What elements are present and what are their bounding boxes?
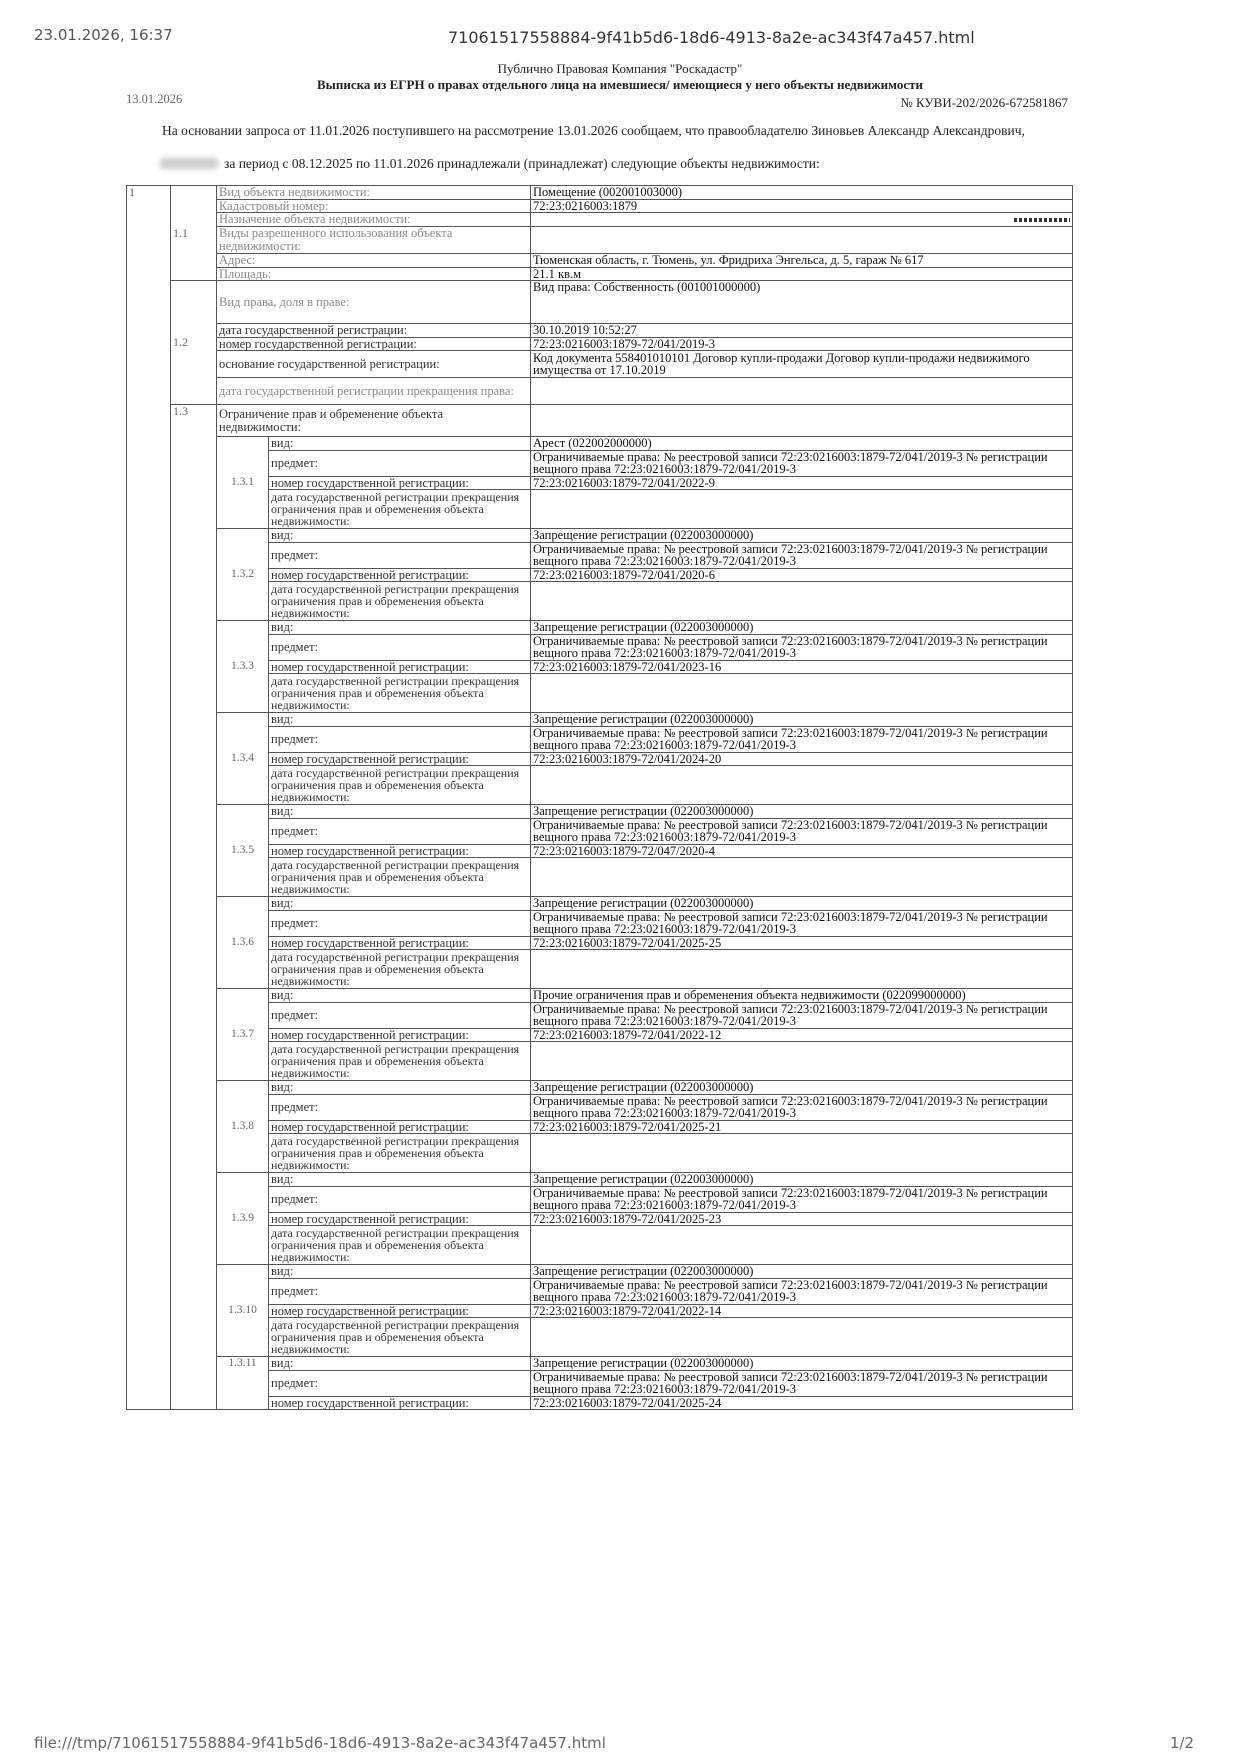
field-value: Ограничиваемые права: № реестровой записи 72:23:0216003:1879-72/041/2019-3 № регистрации вещного права 72:23:0216003:1879-72/041/2019-3 — [531, 1370, 1073, 1396]
field-label: вид: — [269, 805, 531, 819]
table-row — [127, 1094, 1073, 1120]
encumbrance-number: 1.3.7 — [217, 989, 269, 1081]
table-row — [127, 1265, 1073, 1279]
field-label: дата государственной регистрации: — [217, 324, 531, 338]
field-value: Ограничиваемые права: № реестровой записи 72:23:0216003:1879-72/041/2019-3 № регистрации вещного права 72:23:0216003:1879-72/041/2019-3 — [531, 910, 1073, 936]
field-label: дата государственной регистрации прекращения ограничения прав и обременения объекта недвижимости: — [269, 766, 531, 805]
field-label: дата государственной регистрации прекращения ограничения прав и обременения объекта недвижимости: — [269, 1042, 531, 1081]
field-value: 72:23:0216003:1879 — [531, 199, 1073, 213]
table-row — [127, 660, 1073, 674]
encumbrance-number: 1.3.4 — [217, 713, 269, 805]
field-value: Запрещение регистрации (022003000000) — [531, 713, 1073, 727]
table-row — [127, 1278, 1073, 1304]
period-text: за период с 08.12.2025 по 11.01.2026 принадлежали (принадлежат) следующие объекты недвижимости: — [224, 156, 820, 171]
table-row — [127, 1226, 1073, 1265]
field-label: вид: — [269, 529, 531, 543]
field-value — [531, 674, 1073, 713]
table-row — [127, 1318, 1073, 1357]
table-row — [127, 337, 1073, 351]
table-row — [127, 936, 1073, 950]
encumbrance-number: 1.3.3 — [217, 621, 269, 713]
field-label: Виды разрешенного использования объекта недвижимости: — [217, 226, 531, 253]
field-label: основание государственной регистрации: — [217, 351, 531, 378]
field-value: Запрещение регистрации (022003000000) — [531, 805, 1073, 819]
encumbrance-number: 1.3.11 — [217, 1357, 269, 1410]
table-row — [127, 351, 1073, 378]
field-label: номер государственной регистрации: — [269, 1028, 531, 1042]
field-value: 72:23:0216003:1879-72/041/2023-16 — [531, 660, 1073, 674]
field-label: предмет: — [269, 542, 531, 568]
field-label: вид: — [269, 1265, 531, 1279]
table-row — [127, 405, 1073, 437]
field-value: Ограничиваемые права: № реестровой записи 72:23:0216003:1879-72/041/2019-3 № регистрации вещного права 72:23:0216003:1879-72/041/2019-3 — [531, 726, 1073, 752]
field-value: Помещение (002001003000) — [531, 186, 1073, 200]
table-row — [127, 897, 1073, 911]
field-value: 72:23:0216003:1879-72/041/2022-14 — [531, 1304, 1073, 1318]
field-value: 72:23:0216003:1879-72/041/2025-21 — [531, 1120, 1073, 1134]
field-label: вид: — [269, 713, 531, 727]
field-label: дата государственной регистрации прекращения ограничения прав и обременения объекта недвижимости: — [269, 1318, 531, 1357]
object-number: 1 — [127, 186, 171, 1410]
table-row — [127, 253, 1073, 267]
table-row — [127, 186, 1073, 200]
table-row — [127, 1186, 1073, 1212]
field-label: предмет: — [269, 726, 531, 752]
field-value: Запрещение регистрации (022003000000) — [531, 1173, 1073, 1187]
field-label: номер государственной регистрации: — [269, 844, 531, 858]
table-row — [127, 752, 1073, 766]
field-value: 72:23:0216003:1879-72/041/2024-20 — [531, 752, 1073, 766]
document-number: № КУВИ-202/2026-672581867 — [900, 95, 1068, 110]
table-row — [127, 213, 1073, 227]
field-value — [531, 1226, 1073, 1265]
table-row — [127, 199, 1073, 213]
table-row — [127, 989, 1073, 1003]
table-row — [127, 844, 1073, 858]
section-number: 1.1 — [171, 186, 217, 281]
field-value — [531, 858, 1073, 897]
field-label: вид: — [269, 897, 531, 911]
field-label: Площадь: — [217, 267, 531, 281]
field-label: предмет: — [269, 634, 531, 660]
document-title: Выписка из ЕГРН о правах отдельного лица на имевшиеся/ имеющиеся у него объекты недвижимости — [317, 77, 923, 92]
field-value: Ограничиваемые права: № реестровой записи 72:23:0216003:1879-72/041/2019-3 № регистрации вещного права 72:23:0216003:1879-72/041/2019-3 — [531, 634, 1073, 660]
field-value — [531, 226, 1073, 253]
table-row — [127, 858, 1073, 897]
table-row — [127, 476, 1073, 490]
field-label: номер государственной регистрации: — [269, 476, 531, 490]
field-label: дата государственной регистрации прекращения ограничения прав и обременения объекта недвижимости: — [269, 1134, 531, 1173]
field-label: дата государственной регистрации прекращения ограничения прав и обременения объекта недвижимости: — [269, 490, 531, 529]
field-label: Кадастровый номер: — [217, 199, 531, 213]
field-value: Запрещение регистрации (022003000000) — [531, 897, 1073, 911]
print-filename: 71061517558884-9f41b5d6-18d6-4913-8a2e-ac343f47a457.html — [448, 28, 975, 47]
table-row — [127, 766, 1073, 805]
encumbrance-number: 1.3.6 — [217, 897, 269, 989]
field-label: номер государственной регистрации: — [269, 1396, 531, 1410]
field-value: Ограничиваемые права: № реестровой записи 72:23:0216003:1879-72/041/2019-3 № регистрации вещного права 72:23:0216003:1879-72/041/2019-3 — [531, 1186, 1073, 1212]
field-value — [531, 490, 1073, 529]
field-value: Запрещение регистрации (022003000000) — [531, 1265, 1073, 1279]
table-row — [127, 324, 1073, 338]
table-row — [127, 950, 1073, 989]
table-row — [127, 713, 1073, 727]
table-row — [127, 726, 1073, 752]
field-value: Тюменская область, г. Тюмень, ул. Фридриха Энгельса, д. 5, гараж № 617 — [531, 253, 1073, 267]
field-label: предмет: — [269, 818, 531, 844]
section-number: 1.2 — [171, 281, 217, 405]
field-value: 72:23:0216003:1879-72/041/2025-25 — [531, 936, 1073, 950]
field-value: Арест (022002000000) — [531, 437, 1073, 451]
print-file-url: file:///tmp/71061517558884-9f41b5d6-18d6-4913-8a2e-ac343f47a457.html — [34, 1734, 606, 1752]
field-label: предмет: — [269, 1278, 531, 1304]
field-label: номер государственной регистрации: — [269, 1212, 531, 1226]
print-timestamp: 23.01.2026, 16:37 — [34, 26, 173, 44]
encumbrance-number: 1.3.1 — [217, 437, 269, 529]
field-value: Запрещение регистрации (022003000000) — [531, 621, 1073, 635]
field-value: Ограничиваемые права: № реестровой записи 72:23:0216003:1879-72/041/2019-3 № регистрации вещного права 72:23:0216003:1879-72/041/2019-3 — [531, 1002, 1073, 1028]
field-label: номер государственной регистрации: — [269, 752, 531, 766]
table-row — [127, 582, 1073, 621]
field-value: Вид права: Собственность (001001000000) — [531, 281, 1073, 324]
table-row — [127, 674, 1073, 713]
field-value: 72:23:0216003:1879-72/041/2022-9 — [531, 476, 1073, 490]
table-row — [127, 1120, 1073, 1134]
encumbrance-number: 1.3.9 — [217, 1173, 269, 1265]
field-value: Ограничиваемые права: № реестровой записи 72:23:0216003:1879-72/041/2019-3 № регистрации вещного права 72:23:0216003:1879-72/041/2019-3 — [531, 542, 1073, 568]
organization-name: Публично Правовая Компания "Роскадастр" — [497, 61, 743, 76]
table-row — [127, 490, 1073, 529]
table-row — [127, 1396, 1073, 1410]
field-label: предмет: — [269, 1370, 531, 1396]
field-value — [531, 1042, 1073, 1081]
field-label: предмет: — [269, 1002, 531, 1028]
intro-paragraph — [126, 124, 1068, 138]
field-label: дата государственной регистрации прекращения ограничения прав и обременения объекта недвижимости: — [269, 582, 531, 621]
field-value — [531, 950, 1073, 989]
field-label: номер государственной регистрации: — [269, 936, 531, 950]
table-row — [127, 634, 1073, 660]
field-value: 72:23:0216003:1879-72/041/2022-12 — [531, 1028, 1073, 1042]
field-label: номер государственной регистрации: — [269, 1304, 531, 1318]
encumbrance-number: 1.3.5 — [217, 805, 269, 897]
field-value: 72:23:0216003:1879-72/041/2025-23 — [531, 1212, 1073, 1226]
field-label: предмет: — [269, 910, 531, 936]
encumbrance-number: 1.3.10 — [217, 1265, 269, 1357]
table-row — [127, 378, 1073, 405]
field-label: Вид объекта недвижимости: — [217, 186, 531, 200]
field-value — [531, 1134, 1073, 1173]
table-row — [127, 450, 1073, 476]
field-label: вид: — [269, 1081, 531, 1095]
field-label: номер государственной регистрации: — [269, 1120, 531, 1134]
table-row — [127, 437, 1073, 451]
table-row — [127, 1002, 1073, 1028]
document-date: 13.01.2026 — [126, 92, 183, 106]
field-label: Адрес: — [217, 253, 531, 267]
table-row — [127, 1212, 1073, 1226]
field-label: номер государственной регистрации: — [217, 337, 531, 351]
encumbrance-number: 1.3.8 — [217, 1081, 269, 1173]
table-row — [127, 568, 1073, 582]
field-label: вид: — [269, 437, 531, 451]
field-value — [531, 405, 1073, 437]
property-table-body — [127, 186, 1073, 1410]
print-header — [34, 26, 1214, 50]
field-value: Ограничиваемые права: № реестровой записи 72:23:0216003:1879-72/041/2019-3 № регистрации вещного права 72:23:0216003:1879-72/041/2019-3 — [531, 450, 1073, 476]
field-label: предмет: — [269, 450, 531, 476]
field-value: Ограничиваемые права: № реестровой записи 72:23:0216003:1879-72/041/2019-3 № регистрации вещного права 72:23:0216003:1879-72/041/2019-3 — [531, 818, 1073, 844]
field-label: вид: — [269, 989, 531, 1003]
field-label: вид: — [269, 621, 531, 635]
table-row — [127, 805, 1073, 819]
field-value: Ограничиваемые права: № реестровой записи 72:23:0216003:1879-72/041/2019-3 № регистрации вещного права 72:23:0216003:1879-72/041/2019-3 — [531, 1094, 1073, 1120]
table-row — [127, 818, 1073, 844]
field-label: вид: — [269, 1357, 531, 1371]
table-row — [127, 267, 1073, 281]
property-table — [126, 185, 1073, 1410]
field-value: Ограничиваемые права: № реестровой записи 72:23:0216003:1879-72/041/2019-3 № регистрации вещного права 72:23:0216003:1879-72/041/2019-3 — [531, 1278, 1073, 1304]
field-label: Назначение объекта недвижимости: — [217, 213, 531, 227]
field-label: предмет: — [269, 1186, 531, 1212]
field-value: Код документа 558401010101 Договор купли-продажи Договор купли-продажи недвижимого имущества от 17.10.2019 — [531, 351, 1073, 378]
field-label: вид: — [269, 1173, 531, 1187]
table-row — [127, 1028, 1073, 1042]
field-value — [531, 213, 1073, 227]
field-label: предмет: — [269, 1094, 531, 1120]
page-indicator: 1/2 — [1169, 1734, 1194, 1752]
field-label: дата государственной регистрации прекращения ограничения прав и обременения объекта недвижимости: — [269, 950, 531, 989]
table-row — [127, 910, 1073, 936]
field-value — [531, 766, 1073, 805]
field-label: Вид права, доля в праве: — [217, 281, 531, 324]
table-row — [127, 281, 1073, 324]
table-row — [127, 1304, 1073, 1318]
table-row — [127, 1042, 1073, 1081]
field-value: 21.1 кв.м — [531, 267, 1073, 281]
intro-text: На основании запроса от 11.01.2026 поступившего на рассмотрение 13.01.2026 сообщаем, что правообладателю Зиновьев Александр Александрович, — [162, 123, 1025, 138]
field-value — [531, 378, 1073, 405]
field-value: 72:23:0216003:1879-72/041/2025-24 — [531, 1396, 1073, 1410]
field-value: 72:23:0216003:1879-72/041/2019-3 — [531, 337, 1073, 351]
table-row — [127, 542, 1073, 568]
field-value: 30.10.2019 10:52:27 — [531, 324, 1073, 338]
encumbrance-number: 1.3.2 — [217, 529, 269, 621]
table-row — [127, 1081, 1073, 1095]
section-number: 1.3 — [171, 405, 217, 1410]
field-label: дата государственной регистрации прекращения ограничения прав и обременения объекта недвижимости: — [269, 858, 531, 897]
table-row — [127, 1357, 1073, 1371]
table-row — [127, 1173, 1073, 1187]
table-row — [127, 226, 1073, 253]
table-row — [127, 1370, 1073, 1396]
table-row — [127, 529, 1073, 543]
field-label: дата государственной регистрации прекращения ограничения прав и обременения объекта недвижимости: — [269, 1226, 531, 1265]
field-value: Прочие ограничения прав и обременения объекта недвижимости (022099000000) — [531, 989, 1073, 1003]
field-value: 72:23:0216003:1879-72/047/2020-4 — [531, 844, 1073, 858]
field-value: Запрещение регистрации (022003000000) — [531, 1081, 1073, 1095]
table-row — [127, 621, 1073, 635]
field-value: Запрещение регистрации (022003000000) — [531, 529, 1073, 543]
table-row — [127, 1134, 1073, 1173]
field-label: дата государственной регистрации прекращения ограничения прав и обременения объекта недвижимости: — [269, 674, 531, 713]
field-value — [531, 582, 1073, 621]
field-label: Ограничение прав и обременение объекта недвижимости: — [217, 405, 531, 437]
field-label: дата государственной регистрации прекращения права: — [217, 378, 531, 405]
field-label: номер государственной регистрации: — [269, 660, 531, 674]
field-value: 72:23:0216003:1879-72/041/2020-6 — [531, 568, 1073, 582]
field-value: Запрещение регистрации (022003000000) — [531, 1357, 1073, 1371]
field-value — [531, 1318, 1073, 1357]
scan-mark — [1014, 218, 1070, 222]
field-label: номер государственной регистрации: — [269, 568, 531, 582]
redacted-text — [160, 158, 218, 169]
